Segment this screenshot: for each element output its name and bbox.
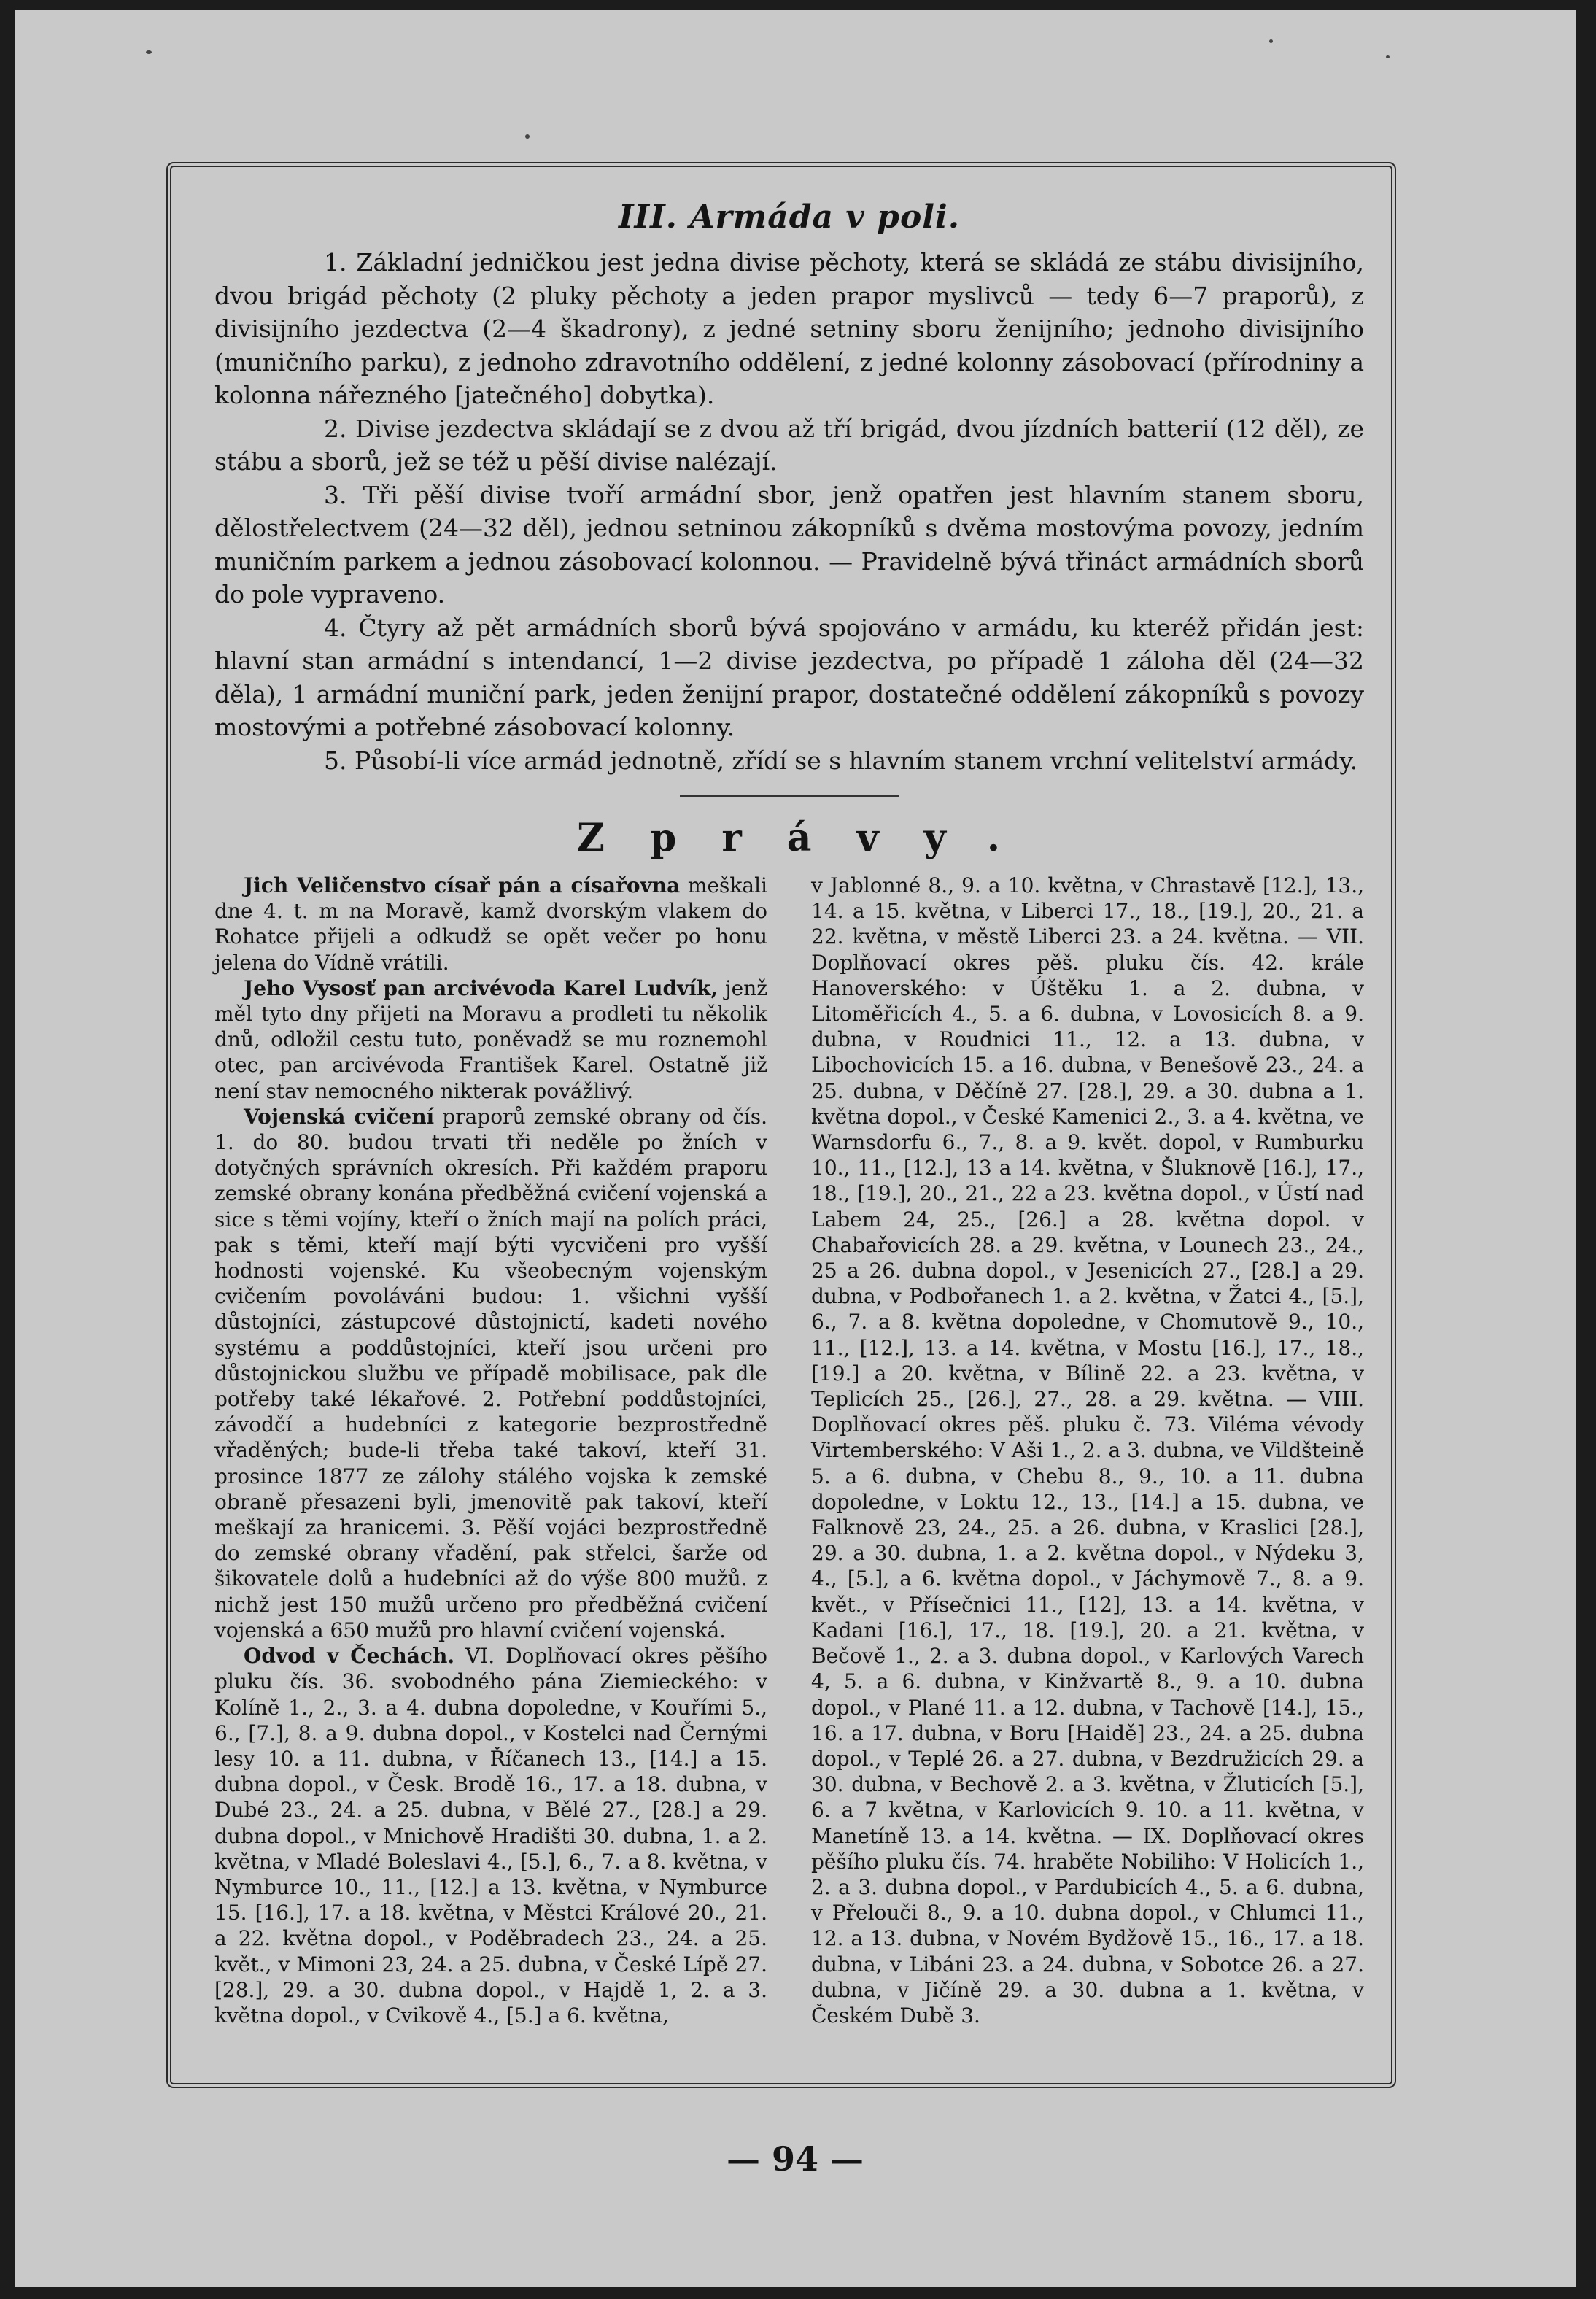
- news-item: [214, 873, 767, 975]
- news-item-text: v Jablonné 8., 9. a 10. května, v Chrastavě [12.], 13., 14. a 15. května, v Liberci 17., 18., [19.], 20., 21. a 22. května, v městě Liberci 23. a 24. května. — VII. Doplňovací okres pěš. pluku čís. 42. krále Hanoverského: v Úštěku 1. a 2. dubna, v Litoměřicích 4., 5. a 6. dubna, v Lovosicích 8. a 9. dubna, v Roudnici 11., 12. a 13. dubna, v Libochovicích 15. a 16. dubna, v Benešově 23., 24. a 25. dubna, v Děčíně 27. [28.], 29. a 30. dubna a 1. května dopol., v České Kamenici 2., 3. a 4. května, ve Warnsdorfu 6., 7., 8. a 9. květ. dopol, v Rumburku 10., 11., [12.], 13 a 14. května, v Šluknově [16.], 17., 18., [19.], 20., 21., 22 a 23. května dopol., v Ústí nad Labem 24, 25., [26.] a 28. května dopol. v Chabařovicích 28. a 29. května, v Lounech 23., 24., 25 a 26. dubna dopol., v Jesenicích 27., [28.] a 29. dubna, v Podbořanech 1. a 2. května, v Žatci 4., [5.], 6., 7. a 8. května dopoledne, v Chomutově 9., 10., 11., [12.], 13. a 14. května, v Mostu [16.], 17., 18., [19.] a 20. května, v Bílině 22. a 23. května, v Teplicích 25., [26.], 27., 28. a 29. května. — VIII. Doplňovací okres pěš. pluku č. 73. Viléma vévody Virtemberského: V Aši 1., 2. a 3. dubna, ve Vildšteině 5. a 6. dubna, v Chebu 8., 9., 10. a 11. dubna dopoledne, v Loktu 12., 13., [14.] a 15. dubna, ve Falknově 23, 24., 25. a 26. dubna, v Kraslici [28.], 29. a 30. dubna, 1. a 2. května dopol., v Nýdeku 3, 4., [5.], a 6. května dopol., v Jáchymově 7., 8. a 9. květ., v Přísečnici 11., [12], 13. a 14. května, v Kadani [16.], 17., 18. [19.], 20. a 21. května, v Bečově 1., 2. a 3. dubna dopol., v Karlových Varech 4, 5. a 6. dubna, v Kinžvartě 8., 9. a 10. dubna dopol., v Plané 11. a 12. dubna, v Tachově [14.], 15., 16. a 17. dubna, v Boru [Haidě] 23., 24. a 25. dubna dopol., v Teplé 26. a 27. dubna, v Bezdružicích 29. a 30. dubna, v Bechově 2. a 3. května, v Žluticích [5.], 6. a 7 května, v Karlovicích 9. 10. a 11. května, v Manetíně 13. a 14. května. — IX. Doplňovací okres pěšího pluku čís. 74. hraběte Nobiliho: V Holicích 1., 2. a 3. dubna dopol., v Pardubicích 4., 5. a 6. dubna, v Přelouči 8., 9. a 10. dubna dopol., v Chlumci 11., 12. a 13. dubna, v Novém Bydžově 15., 16., 17. a 18. dubna, v Libáni 23. a 24. dubna, v Sobotce 26. a 27. dubna, v Jičíně 29. a 30. dubna a 1. května, v Českém Dubě 3.: [811, 873, 1364, 2028]
- news-item-lead: Vojenská cvičení: [244, 1104, 435, 1129]
- scan-speck: [1269, 39, 1273, 43]
- news-item-lead: Jeho Vysosť pan arcivévoda Karel Ludvík,: [244, 975, 718, 1000]
- section-paragraph-2: 2. Divise jezdectva skládají se z dvou až tří brigád, dvou jízdních batterií (12 děl), ze stábu a sborů, jež se též u pěší divise nalézají.: [214, 414, 1364, 476]
- scan-speck: [146, 50, 152, 54]
- news-item: [214, 975, 767, 1104]
- news-item-text: meškali dne 4. t. m na Moravě, kamž dvorským vlakem do Rohatce přijeli a odkudž se opět večer po honu jelena do Vídně vrátili.: [214, 873, 767, 975]
- news-left-column: [214, 873, 767, 2028]
- news-item-text: VI. Doplňovací okres pěšího pluku čís. 36. svobodného pána Ziemieckého: v Kolíně 1., 2., 3. a 4. dubna dopoledne, v Kouřími 5., 6., [7.], 8. a 9. dubna dopol., v Kostelci nad Černými lesy 10. a 11. dubna, v Říčanech 13., [14.] a 15. dubna dopol., v Česk. Brodě 16., 17. a 18. dubna, v Dubé 23., 24. a 25. dubna, v Bělé 27., [28.] a 29. dubna dopol., v Mnichově Hradišti 30. dubna, 1. a 2. května, v Mladé Boleslavi 4., [5.], 6., 7. a 8. května, v Nymburce 10., 11., [12.] a 13. května, v Nymburce 15. [16.], 17. a 18. května, v Městci Králové 20., 21. a 22. května dopol., v Poděbradech 23., 24. a 25. květ., v Mimoni 23, 24. a 25. dubna, v České Lípě 27. [28.], 29. a 30. dubna dopol., v Hajdě 1, 2. a 3. května dopol., v Cvikově 4., [5.] a 6. května,: [214, 1644, 768, 2028]
- news-columns: [214, 873, 1364, 2028]
- news-item-lead: Jich Veličenstvo císař pán a císařovna: [244, 873, 681, 897]
- scan-speck: [525, 134, 530, 139]
- section-paragraph-3: 3. Tři pěší divise tvoří armádní sbor, jenž opatřen jest hlavním stanem sboru, dělostřelectvem (24—32 děl), jednou setninou zákopníků s dvěma mostovýma povozy, jedním muničním parkem a jednou zásobovací kolonnou. — Pravidelně bývá třináct armádních sborů do pole vypraveno.: [214, 480, 1364, 608]
- news-item-continuation: [811, 873, 1364, 2028]
- news-right-column: [811, 873, 1364, 2028]
- section-divider: [680, 795, 899, 797]
- scan-speck: [1386, 55, 1390, 58]
- section-paragraph-5: 5. Působí-li více armád jednotně, zřídí se s hlavním stanem vrchní velitelství armády.: [324, 746, 1358, 775]
- section-body: [214, 246, 1364, 777]
- section-paragraph-4: 4. Čtyry až pět armádních sborů bývá spojováno v armádu, ku kteréž přidán jest: hlavní stan armádní s intendancí, 1—2 divise jezdectva, po případě 1 záloha děl (24—32 děla), 1 armádní muniční park, jeden ženijní prapor, dostatečné oddělení zákopníků s povozy mostovými a potřebné zásobovací kolonny.: [214, 613, 1364, 741]
- news-item: [214, 1104, 767, 1643]
- news-item-lead: Odvod v Čechách.: [244, 1644, 455, 1669]
- page-content: [214, 198, 1364, 2028]
- section-paragraph-1: 1. Základní jedničkou jest jedna divise pěchoty, která se skládá ze stábu divisijního, dvou brigád pěchoty (2 pluky pěchoty a jeden prapor myslivců — tedy 6—7 praporů), z divisijního jezdectva (2—4 škadrony), z jedné setniny sboru ženijního; jednoho divisijního (muničního parku), z jednoho zdravotního oddělení, z jedné kolonny zásobovací (přírodniny a kolonna nářezného [jatečného] dobytka).: [214, 248, 1364, 409]
- news-title: Zprávy.: [577, 816, 1045, 860]
- news-item-text: jenž měl tyto dny přijeti na Moravu a prodleti tu několik dnů, odložil cestu tuto, poněvadž se mu roznemohl otec, pan arcivévoda František Karel. Ostatně již není stav nemocného nikterak povážlivý.: [214, 975, 768, 1103]
- page-scan: [15, 10, 1576, 2287]
- news-item: [214, 1643, 767, 2028]
- section-title: III. Armáda v poli.: [618, 198, 961, 236]
- page-number: — 94 —: [726, 2139, 864, 2179]
- news-item-text: praporů zemské obrany od čís. 1. do 80. budou trvati tři neděle po žních v dotyčných správních okresích. Při každém praporu zemské obrany konána předběžná cvičení vojenská a sice s těmi vojíny, kteří o žních mají na polích práci, pak s těmi, kteří mají býti vycvičeni pro vyšší hodnosti vojenské. Ku všeobecným vojenským cvičením povoláváni budou: 1. všichni vyšší důstojníci, zástupcové důstojnictí, kadeti nového systému a poddůstojníci, kteří jsou určeni pro důstojnickou službu ve případě mobilisace, pak dle potřeby také lékařové. 2. Potřební poddůstojníci, závodčí a hudebníci z kategorie bezprostředně vřaděných; bude-li třeba také takoví, kteří 31. prosince 1877 ze zálohy stálého vojska k zemské obraně přesazeni byli, jmenovitě pak takoví, kteří meškají za hranicemi. 3. Pěší vojáci bezprostředně do zemské obrany vřadění, pak střelci, šarže od šikovatele dolů a hudebníci až do výše 800 mužů. z nichž jest 150 mužů určeno pro předběžná cvičení vojenská a 650 mužů pro hlavní cvičení vojenská.: [214, 1104, 767, 1642]
